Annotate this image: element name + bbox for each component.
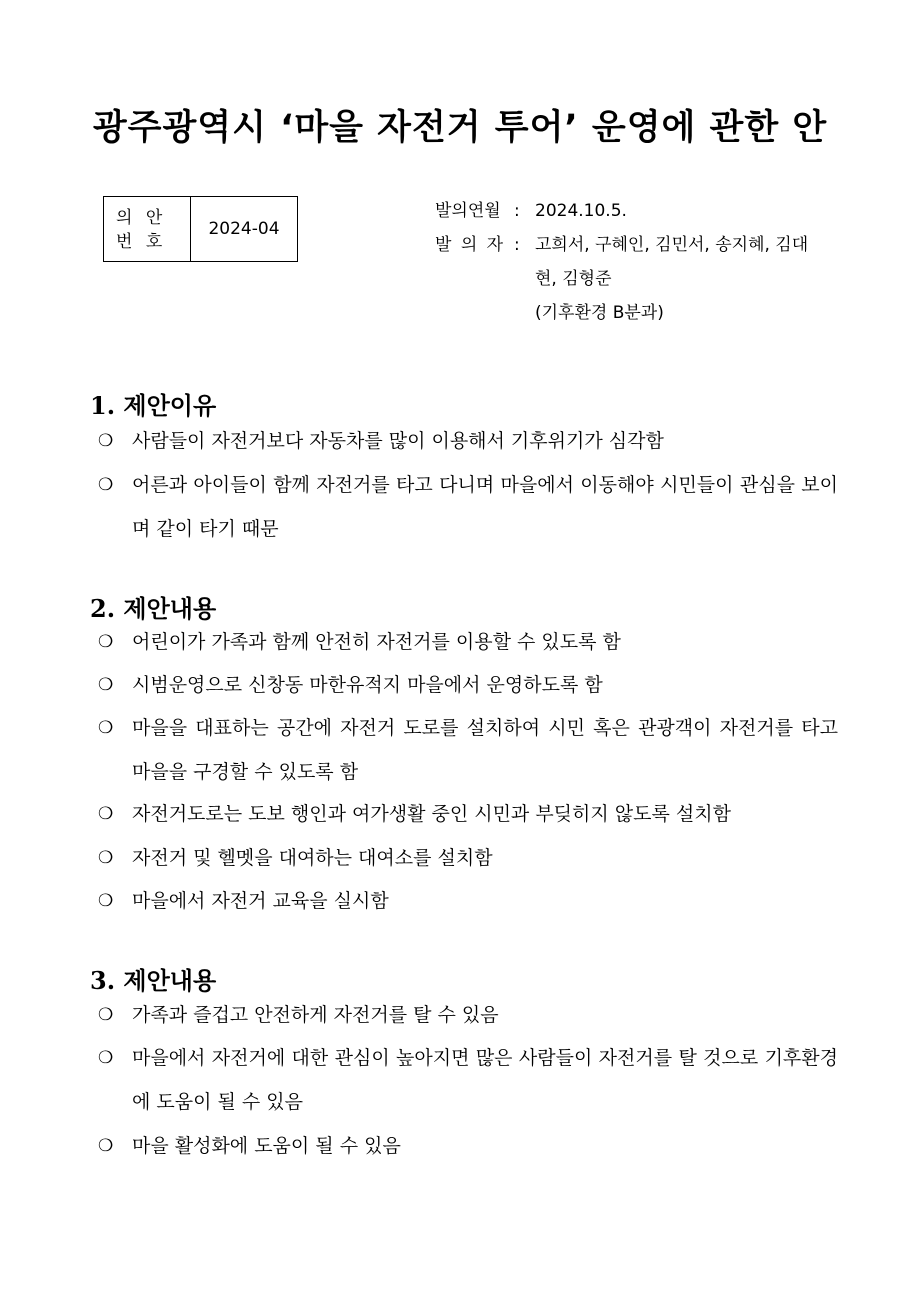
bullet-icon: ❍ — [98, 891, 114, 911]
list-item-text: 마을을 대표하는 공간에 자전거 도로를 설치하여 시민 혹은 관광객이 자전거를 타고 마을을 구경할 수 있도록 함 — [132, 717, 838, 783]
list-item-text: 시범운영으로 신창동 마한유적지 마을에서 운영하도록 함 — [132, 674, 603, 696]
proposer-group: (기후환경 B분과) — [535, 303, 664, 323]
list-item — [98, 1124, 838, 1168]
bullet-icon: ❍ — [98, 675, 114, 695]
bill-number-label-line2: 번 호 — [116, 232, 167, 252]
list-item — [98, 1036, 838, 1124]
section-3-heading: 3. 제안내용 — [90, 966, 217, 995]
proposal-date-value: 2024.10.5. — [535, 201, 627, 221]
bullet-icon: ❍ — [98, 804, 114, 824]
bill-number-label-line1: 의 안 — [116, 208, 167, 228]
list-item — [98, 463, 838, 551]
proposal-date-colon: : — [514, 201, 520, 221]
bullet-icon: ❍ — [98, 632, 114, 652]
list-item-text: 마을에서 자전거에 대한 관심이 높아지면 많은 사람들이 자전거를 탈 것으로 기후환경에 도움이 될 수 있음 — [132, 1047, 838, 1113]
list-item-text: 마을 활성화에 도움이 될 수 있음 — [132, 1135, 401, 1157]
bullet-icon: ❍ — [98, 1048, 114, 1068]
list-item-text: 어린이가 가족과 함께 안전히 자전거를 이용할 수 있도록 함 — [132, 631, 621, 653]
list-item-text: 가족과 즐겁고 안전하게 자전거를 탈 수 있음 — [132, 1004, 499, 1026]
proposers-value: 고희서, 구혜인, 김민서, 송지혜, 김대현, 김형준 — [535, 235, 809, 289]
list-item-text: 자전거도로는 도보 행인과 여가생활 중인 시민과 부딪히지 않도록 설치함 — [132, 803, 731, 825]
proposers-colon: : — [514, 235, 520, 255]
bill-number-box — [103, 196, 298, 262]
bullet-icon: ❍ — [98, 431, 114, 451]
document-title: 광주광역시 ‘마을 자전거 투어’ 운영에 관한 안 — [92, 108, 828, 148]
proposers-row — [435, 228, 815, 296]
list-item-text: 어른과 아이들이 함께 자전거를 타고 다니며 마을에서 이동해야 시민들이 관심을 보이며 같이 타기 때문 — [132, 474, 838, 540]
bullet-icon: ❍ — [98, 1136, 114, 1156]
list-item — [98, 836, 838, 880]
list-item — [98, 993, 838, 1037]
bullet-icon: ❍ — [98, 475, 114, 495]
proposal-date-row — [435, 194, 815, 228]
bill-number-label — [104, 197, 191, 261]
section-2-heading: 2. 제안내용 — [90, 594, 217, 623]
proposal-date-label: 발의연월 — [435, 201, 501, 221]
list-item — [98, 620, 838, 664]
list-item-text: 마을에서 자전거 교육을 실시함 — [132, 890, 389, 912]
list-item — [98, 419, 838, 463]
proposal-meta — [435, 194, 815, 330]
list-item-text: 자전거 및 헬멧을 대여하는 대여소를 설치함 — [132, 847, 493, 869]
list-item — [98, 879, 838, 923]
bullet-icon: ❍ — [98, 848, 114, 868]
list-item — [98, 663, 838, 707]
list-item — [98, 706, 838, 794]
list-item-text: 사람들이 자전거보다 자동차를 많이 이용해서 기후위기가 심각함 — [132, 430, 664, 452]
bill-number-value: 2024-04 — [208, 219, 280, 239]
bullet-icon: ❍ — [98, 1005, 114, 1025]
section-1-heading: 1. 제안이유 — [90, 391, 217, 420]
list-item — [98, 792, 838, 836]
bullet-icon: ❍ — [98, 718, 114, 738]
proposers-label: 발 의 자 — [435, 235, 506, 255]
